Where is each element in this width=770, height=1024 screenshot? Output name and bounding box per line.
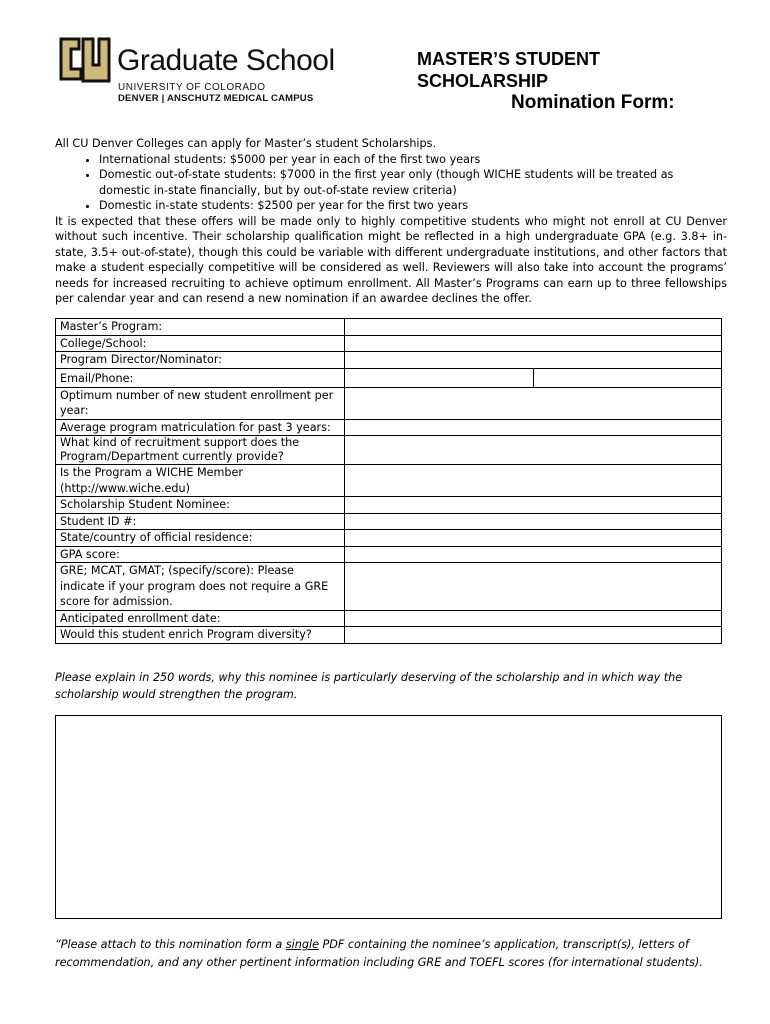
field-input[interactable] bbox=[345, 436, 722, 465]
table-row bbox=[56, 563, 722, 611]
field-input[interactable] bbox=[345, 530, 722, 547]
form-title-line1: MASTER’S STUDENT bbox=[417, 49, 601, 69]
field-label: Program Director/Nominator: bbox=[56, 352, 345, 369]
field-label: Average program matriculation for past 3 years: bbox=[56, 419, 345, 436]
field-label: Student ID #: bbox=[56, 513, 345, 530]
table-row bbox=[56, 513, 722, 530]
logo-title: Graduate School bbox=[117, 44, 335, 77]
field-input[interactable] bbox=[345, 319, 722, 336]
field-label: Email/Phone: bbox=[56, 368, 345, 387]
intro-section bbox=[55, 136, 727, 307]
field-label: Optimum number of new student enrollment per year: bbox=[56, 387, 345, 419]
field-label: GRE; MCAT, GMAT; (specify/score): Please indicate if your program does not require a GRE score for admission. bbox=[56, 563, 345, 611]
table-row bbox=[56, 419, 722, 436]
field-input[interactable] bbox=[345, 513, 722, 530]
attach-note-after: PDF containing the nominee’s application, transcript(s), letters of recommendation, and any other pertinent information including GRE and TOEFL scores (for international students). bbox=[55, 938, 703, 969]
field-input[interactable] bbox=[345, 352, 722, 369]
table-row bbox=[56, 546, 722, 563]
field-label: Is the Program a WICHE Member (http://www.wiche.edu) bbox=[56, 465, 345, 497]
field-input[interactable] bbox=[345, 627, 722, 644]
form-title-line2: SCHOLARSHIP bbox=[417, 71, 549, 91]
phone-field[interactable] bbox=[533, 369, 722, 387]
table-row bbox=[56, 352, 722, 369]
intro-lead: All CU Denver Colleges can apply for Master’s student Scholarships. bbox=[55, 137, 437, 150]
table-row bbox=[56, 319, 722, 336]
attach-note bbox=[55, 936, 722, 972]
award-item: • Domestic in-state students: $2500 per year for the first two years bbox=[99, 198, 727, 214]
field-input[interactable] bbox=[345, 335, 722, 352]
field-label: State/country of official residence: bbox=[56, 530, 345, 547]
field-label: Would this student enrich Program diversity? bbox=[56, 627, 345, 644]
table-row bbox=[56, 368, 722, 387]
field-input[interactable] bbox=[345, 563, 722, 611]
table-row bbox=[56, 436, 722, 465]
award-item: • International students: $5000 per year in each of the first two years bbox=[99, 152, 727, 168]
intro-paragraph: It is expected that these offers will be made only to highly competitive students who might not enroll at CU Denver without such incentive. Their scholarship qualification might be reflected in a high undergraduate GPA (e.g. 3.8+ in-state, 3.5+ out-of-state), though this could be variable with different undergraduate institutions, and other factors that make a student especially competitive will be considered as well. Reviewers will also take into account the programs’ needs for increased recruiting to achieve optimum enrollment. All Master’s Programs can earn up to three fellowships per calendar year and can resend a new nomination if an awardee declines the offer. bbox=[55, 214, 727, 305]
field-input-split bbox=[345, 368, 722, 387]
table-row bbox=[56, 530, 722, 547]
field-label: GPA score: bbox=[56, 546, 345, 563]
logo-campus: DENVER | ANSCHUTZ MEDICAL CAMPUS bbox=[118, 93, 314, 104]
graduate-school-logo bbox=[55, 35, 355, 107]
field-input[interactable] bbox=[345, 465, 722, 497]
table-row bbox=[56, 497, 722, 514]
logo-university: UNIVERSITY OF COLORADO bbox=[118, 82, 266, 93]
attach-note-before: “Please attach to this nomination form a bbox=[55, 938, 286, 951]
table-row bbox=[56, 465, 722, 497]
table-row bbox=[56, 627, 722, 644]
field-label: College/School: bbox=[56, 335, 345, 352]
award-item: • Domestic out-of-state students: $7000 in the first year only (though WICHE students will be treated as domestic in-state financially, but by out-of-state review criteria) bbox=[99, 167, 727, 198]
table-row bbox=[56, 610, 722, 627]
field-label: Master’s Program: bbox=[56, 319, 345, 336]
nomination-table bbox=[55, 318, 722, 644]
form-title bbox=[417, 48, 717, 114]
explanation-textarea[interactable] bbox=[55, 715, 722, 919]
email-field[interactable] bbox=[345, 369, 533, 387]
attach-note-emphasis: single bbox=[285, 938, 319, 951]
table-row bbox=[56, 387, 722, 419]
field-input[interactable] bbox=[345, 546, 722, 563]
field-input[interactable] bbox=[345, 497, 722, 514]
field-input[interactable] bbox=[345, 419, 722, 436]
table-row bbox=[56, 335, 722, 352]
field-label: Anticipated enrollment date: bbox=[56, 610, 345, 627]
cu-monogram-icon bbox=[55, 35, 111, 85]
field-label: What kind of recruitment support does the Program/Department currently provide? bbox=[56, 436, 345, 465]
field-input[interactable] bbox=[345, 610, 722, 627]
award-list bbox=[55, 152, 727, 214]
form-title-line3: Nomination Form: bbox=[511, 92, 675, 113]
field-label: Scholarship Student Nominee: bbox=[56, 497, 345, 514]
field-input[interactable] bbox=[345, 387, 722, 419]
explain-prompt: Please explain in 250 words, why this nominee is particularly deserving of the scholarship and in which way the scholarship would strengthen the program. bbox=[55, 671, 683, 701]
